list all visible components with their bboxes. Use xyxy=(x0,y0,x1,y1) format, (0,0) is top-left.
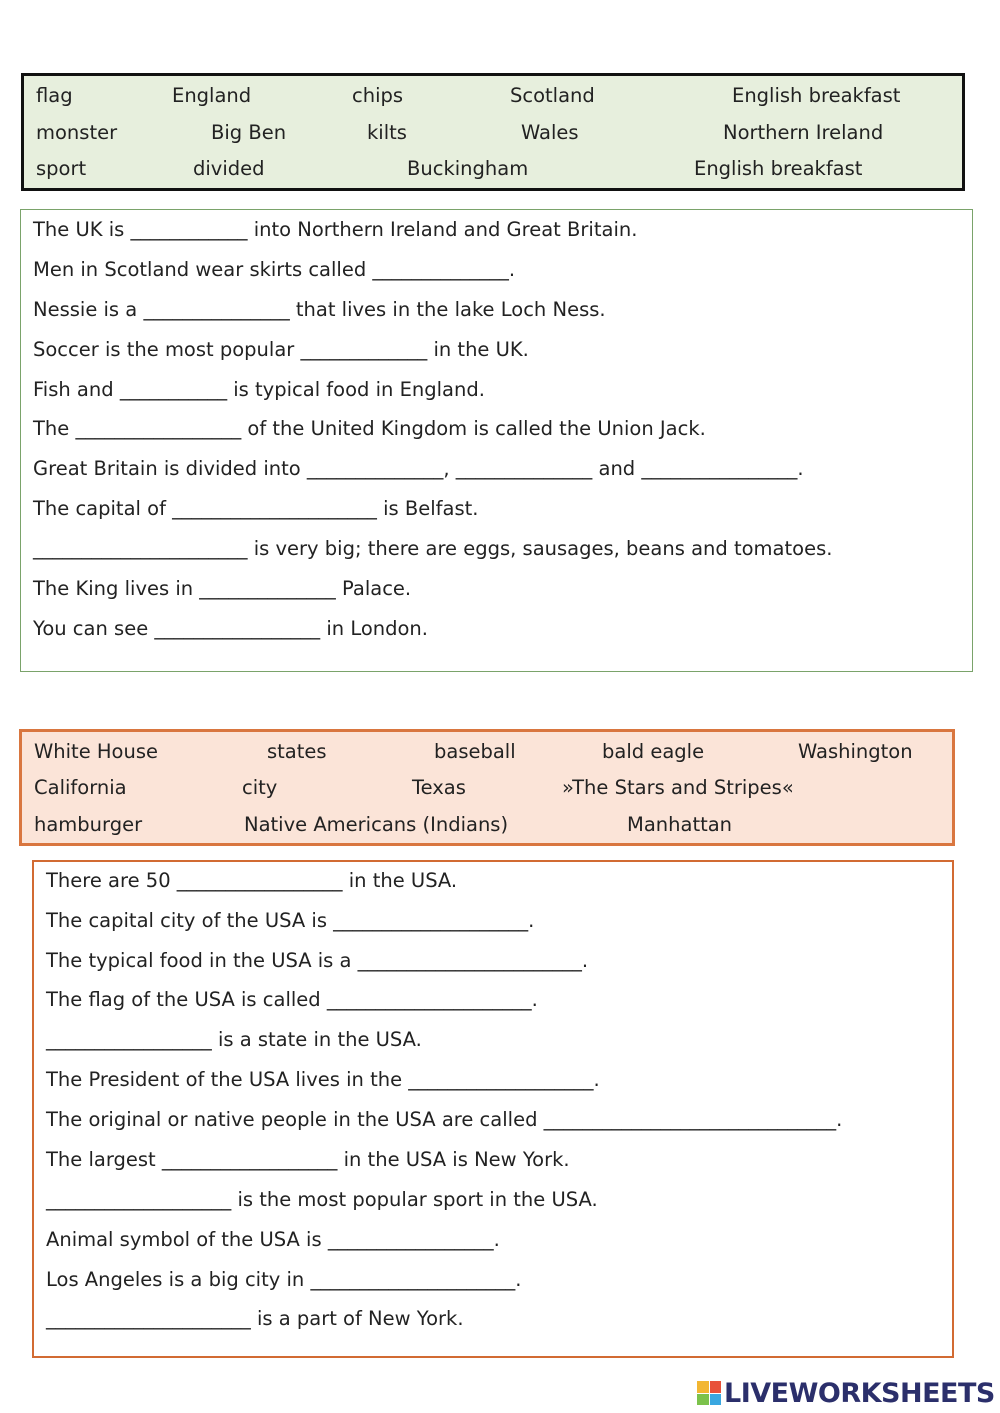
word-bank-item: California xyxy=(34,776,127,799)
sentence[interactable]: _____________________ is a part of New York. xyxy=(46,1307,464,1330)
sentence[interactable]: Animal symbol of the USA is _________________. xyxy=(46,1228,500,1251)
sentence[interactable]: Great Britain is divided into ______________, ______________ and ________________. xyxy=(33,457,804,480)
word-bank-item: monster xyxy=(36,121,118,144)
word-bank-item: Texas xyxy=(412,776,466,799)
logo-text: LIVEWORKSHEETS xyxy=(724,1377,995,1409)
liveworksheets-logo xyxy=(697,1376,995,1410)
sentence[interactable]: The _________________ of the United Kingdom is called the Union Jack. xyxy=(33,417,706,440)
word-bank-item: English breakfast xyxy=(694,157,863,180)
word-bank-item: »The Stars and Stripes« xyxy=(562,776,794,799)
sentence[interactable]: ______________________ is very big; there are eggs, sausages, beans and tomatoes. xyxy=(33,537,833,560)
sentence[interactable]: The largest __________________ in the USA is New York. xyxy=(46,1148,570,1171)
sentence[interactable]: There are 50 _________________ in the USA. xyxy=(46,869,458,892)
us-sentences xyxy=(32,860,954,1358)
word-bank-item: Washington xyxy=(798,740,913,763)
sentence[interactable]: The original or native people in the USA are called ______________________________. xyxy=(46,1108,843,1131)
word-bank-item: flag xyxy=(36,84,73,107)
word-bank-item: Northern Ireland xyxy=(723,121,884,144)
sentence[interactable]: You can see _________________ in London. xyxy=(33,617,428,640)
sentence[interactable]: The flag of the USA is called _____________________. xyxy=(46,988,538,1011)
uk-sentences xyxy=(20,209,973,672)
word-bank-item: Big Ben xyxy=(211,121,287,144)
sentence[interactable]: The capital city of the USA is ____________________. xyxy=(46,909,535,932)
word-bank-item: Buckingham xyxy=(407,157,529,180)
word-bank-item: sport xyxy=(36,157,87,180)
word-bank-item: kilts xyxy=(367,121,407,144)
sentence[interactable]: _________________ is a state in the USA. xyxy=(46,1028,422,1051)
word-bank-item: baseball xyxy=(434,740,516,763)
word-bank-item: states xyxy=(267,740,327,763)
sentence[interactable]: ___________________ is the most popular sport in the USA. xyxy=(46,1188,598,1211)
sentence[interactable]: The capital of _____________________ is Belfast. xyxy=(33,497,479,520)
sentence[interactable]: Men in Scotland wear skirts called ______________. xyxy=(33,258,516,281)
sentence[interactable]: The UK is ____________ into Northern Ireland and Great Britain. xyxy=(33,218,638,241)
sentence[interactable]: Los Angeles is a big city in _____________________. xyxy=(46,1268,522,1291)
word-bank-item: city xyxy=(242,776,278,799)
us-word-bank xyxy=(19,729,955,846)
word-bank-item: hamburger xyxy=(34,813,143,836)
word-bank-item: divided xyxy=(193,157,265,180)
logo-mark-icon xyxy=(697,1381,721,1405)
word-bank-item: White House xyxy=(34,740,159,763)
word-bank-item: Scotland xyxy=(510,84,595,107)
word-bank-item: bald eagle xyxy=(602,740,705,763)
word-bank-item: England xyxy=(172,84,252,107)
sentence[interactable]: The President of the USA lives in the ___________________. xyxy=(46,1068,600,1091)
sentence[interactable]: Fish and ___________ is typical food in England. xyxy=(33,378,485,401)
word-bank-item: Native Americans (Indians) xyxy=(244,813,509,836)
word-bank-item: Wales xyxy=(521,121,579,144)
sentence[interactable]: Soccer is the most popular _____________ in the UK. xyxy=(33,338,529,361)
word-bank-item: chips xyxy=(352,84,404,107)
sentence[interactable]: The typical food in the USA is a _______________________. xyxy=(46,949,589,972)
word-bank-item: English breakfast xyxy=(732,84,901,107)
uk-word-bank xyxy=(21,73,965,191)
sentence[interactable]: The King lives in ______________ Palace. xyxy=(33,577,412,600)
word-bank-item: Manhattan xyxy=(627,813,733,836)
sentence[interactable]: Nessie is a _______________ that lives in the lake Loch Ness. xyxy=(33,298,606,321)
